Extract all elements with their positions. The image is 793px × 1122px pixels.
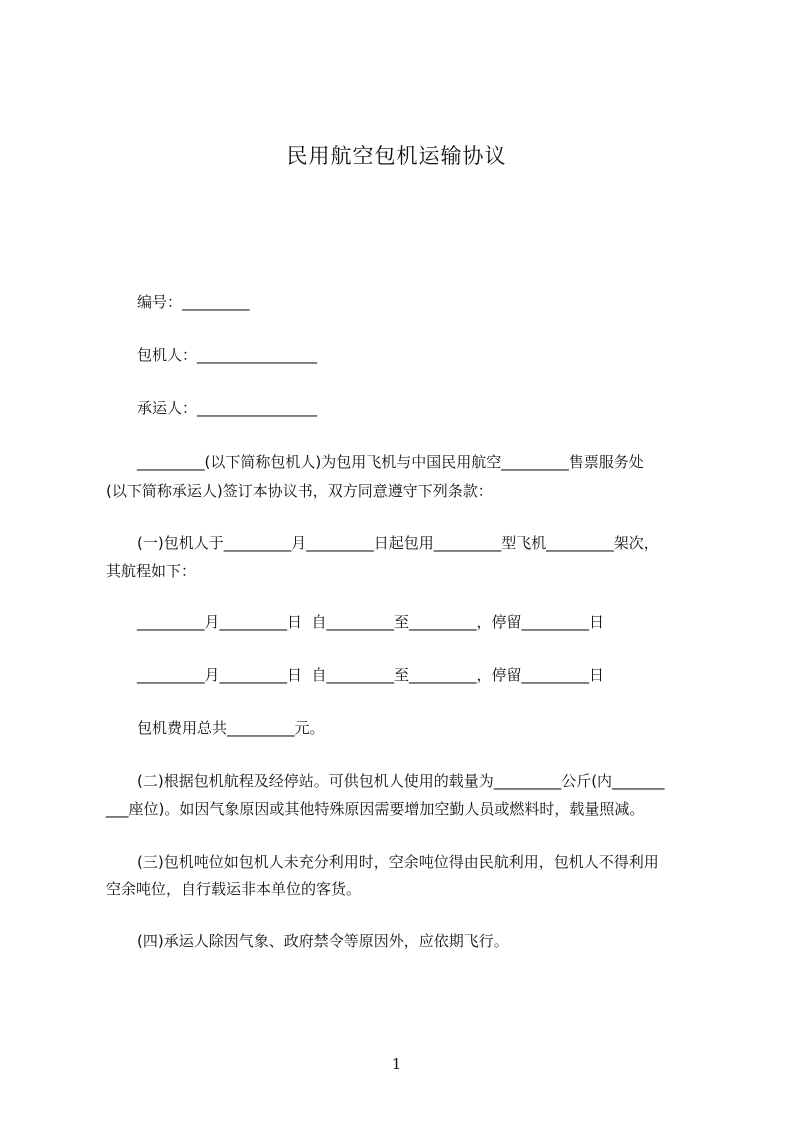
clause-1-line-2: 其航程如下： [106, 562, 197, 580]
clause-2-line-2: ___座位)。如因气象原因或其他特殊原因需要增加空勤人员或燃料时，载量照减。 [106, 800, 645, 818]
clause-2-line-1: (二)根据包机航程及经停站。可供包机人使用的载量为_________公斤(内_______ [137, 772, 665, 790]
intro-line-2: (以下简称承运人)签订本协议书，双方同意遵守下列条款： [106, 482, 493, 500]
clause-4-line-1: (四)承运人除因气象、政府禁令等原因外，应依期飞行。 [137, 932, 509, 950]
charterer-field: 包机人：________________ [137, 346, 318, 364]
intro-line-1: _________(以下简称包机人)为包用飞机与中国民用航空_________售票服务处 [137, 453, 644, 471]
document-title: 民用航空包机运输协议 [286, 144, 507, 168]
total-fee-line: 包机费用总共_________元。 [137, 719, 325, 737]
clause-3-line-1: (三)包机吨位如包机人未充分利用时，空余吨位得由民航利用，包机人不得利用 [137, 853, 659, 871]
carrier-field: 承运人：________________ [137, 399, 318, 417]
itinerary-row: _________月_________日 自_________至_________，停留_________日 [137, 613, 605, 631]
clause-3-line-2: 空余吨位，自行载运非本单位的客货。 [106, 880, 362, 898]
page-number: 1 [391, 1055, 402, 1073]
contract-number-field: 编号：_________ [137, 293, 250, 311]
itinerary-row: _________月_________日 自_________至_________，停留_________日 [137, 666, 605, 684]
clause-1-line-1: (一)包机人于_________月_________日起包用_________型飞机_________架次， [137, 534, 659, 552]
